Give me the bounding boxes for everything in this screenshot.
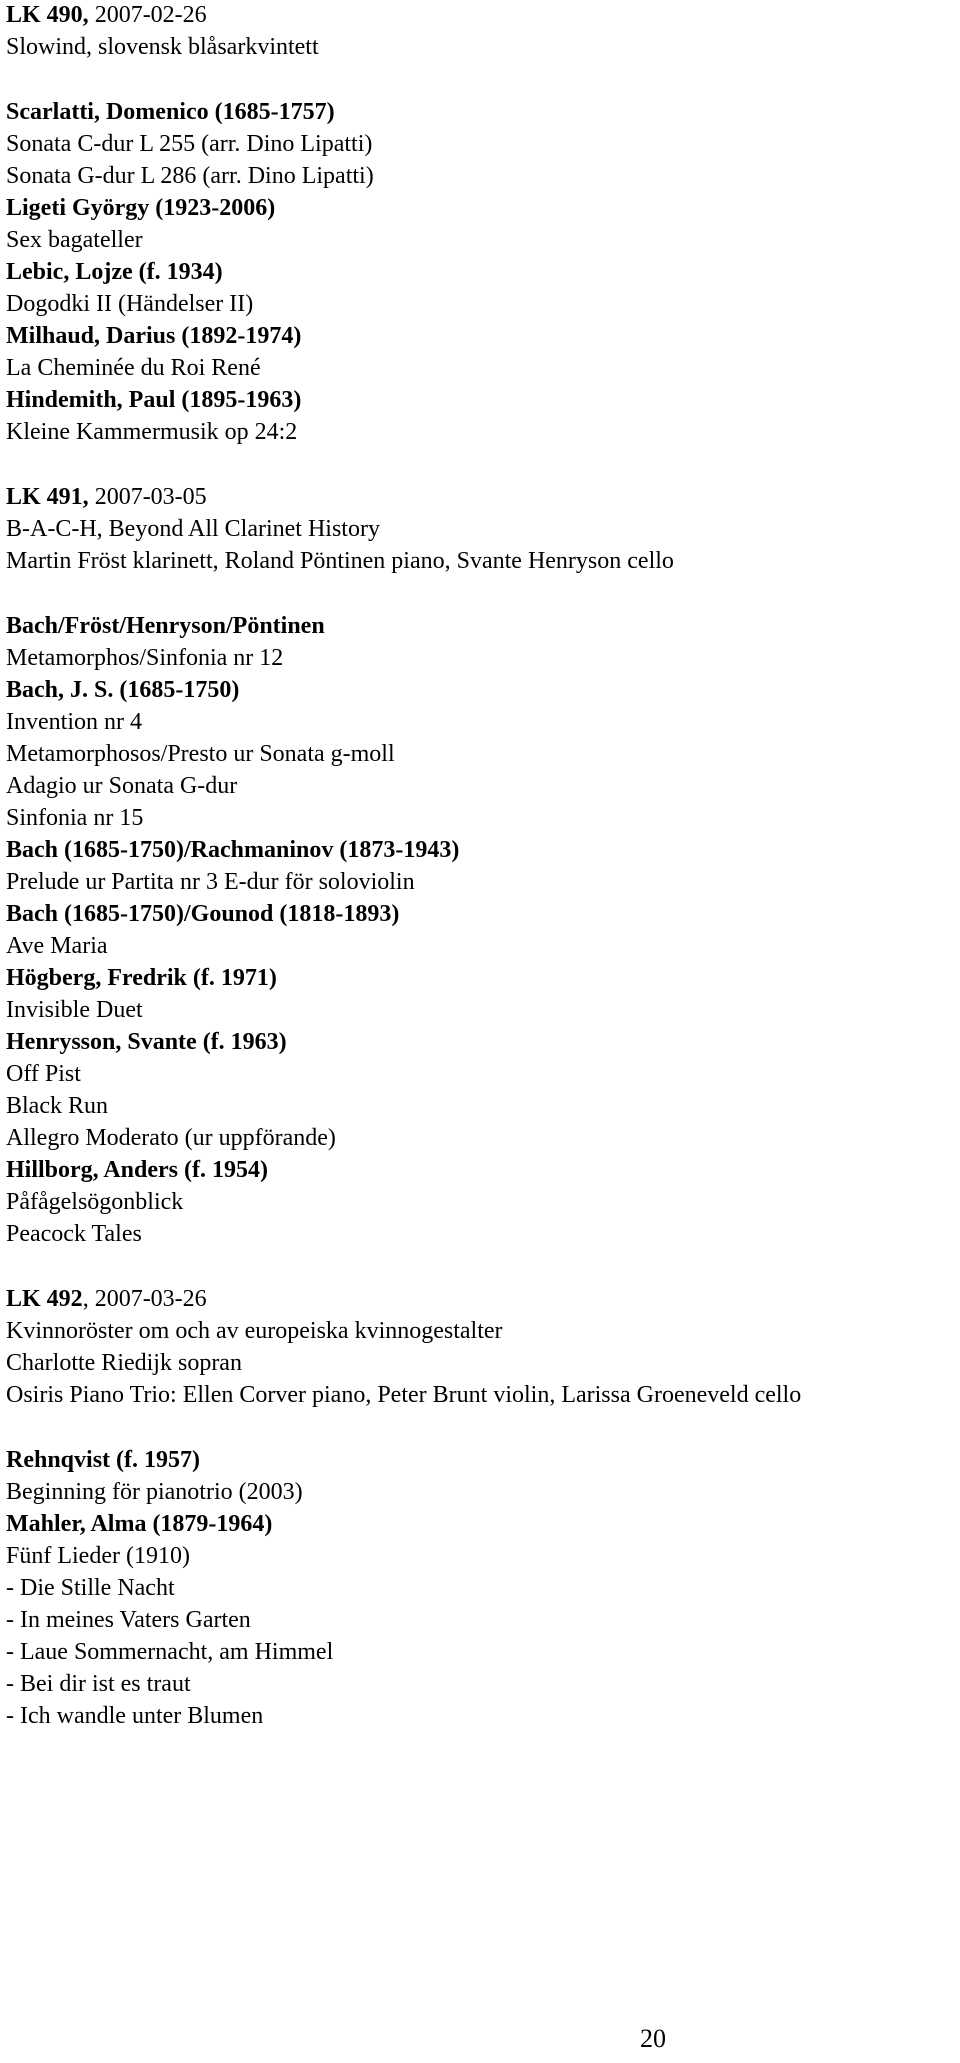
song-item: - In meines Vaters Garten: [6, 1607, 251, 1633]
composer-name: Scarlatti, Domenico (1685-1757): [6, 99, 335, 125]
work-title: Dogodki II (Händelser II): [6, 291, 254, 317]
song-item: - Bei dir ist es traut: [6, 1671, 191, 1697]
work-title: La Cheminée du Roi René: [6, 355, 261, 381]
work-title: Metamorphos/Sinfonia nr 12: [6, 645, 284, 671]
concert-heading: [6, 1284, 207, 1314]
work-title: Sonata G-dur L 286 (arr. Dino Lipatti): [6, 163, 374, 189]
song-item: - Laue Sommernacht, am Himmel: [6, 1639, 334, 1665]
composer-name: Bach (1685-1750)/Rachmaninov (1873-1943): [6, 837, 460, 863]
work-title: Invention nr 4: [6, 709, 142, 735]
work-title: Sonata C-dur L 255 (arr. Dino Lipatti): [6, 131, 373, 157]
composer-name: Högberg, Fredrik (f. 1971): [6, 965, 277, 991]
composer-name: Hindemith, Paul (1895-1963): [6, 387, 302, 413]
work-title: Påfågelsögonblick: [6, 1189, 184, 1215]
composer-name: Hillborg, Anders (f. 1954): [6, 1157, 268, 1183]
composer-name: Henrysson, Svante (f. 1963): [6, 1029, 287, 1055]
work-title: Sinfonia nr 15: [6, 805, 144, 831]
concert-date: 2007-02-26: [88, 2, 207, 28]
work-title: Ave Maria: [6, 933, 108, 959]
program-title: B-A-C-H, Beyond All Clarinet History: [6, 516, 380, 542]
work-title: Off Pist: [6, 1061, 81, 1087]
composer-name: Milhaud, Darius (1892-1974): [6, 323, 302, 349]
composer-name: Rehnqvist (f. 1957): [6, 1447, 201, 1473]
song-item: - Ich wandle unter Blumen: [6, 1703, 264, 1729]
work-title: Adagio ur Sonata G-dur: [6, 773, 238, 799]
composer-name: Ligeti György (1923-2006): [6, 195, 276, 221]
concert-heading: [6, 482, 207, 512]
work-title: Prelude ur Partita nr 3 E-dur för soloviolin: [6, 869, 415, 895]
performers-line: Martin Fröst klarinett, Roland Pöntinen piano, Svante Henryson cello: [6, 548, 674, 574]
performers-line: Charlotte Riedijk sopran: [6, 1350, 242, 1376]
work-title: Beginning för pianotrio (2003): [6, 1479, 303, 1505]
concert-date: , 2007-03-26: [82, 1286, 207, 1312]
composer-name: Bach, J. S. (1685-1750): [6, 677, 240, 703]
concert-id: LK 490,: [6, 2, 89, 28]
composer-name: Bach/Fröst/Henryson/Pöntinen: [6, 613, 325, 639]
concert-id: LK 491,: [6, 484, 89, 510]
concert-id: LK 492: [6, 1286, 83, 1312]
program-title: Kvinnoröster om och av europeiska kvinnogestalter: [6, 1318, 503, 1344]
page-number: 20: [640, 2024, 666, 2053]
ensemble-line: Slowind, slovensk blåsarkvintett: [6, 34, 319, 60]
concert-heading: [6, 0, 207, 30]
song-item: - Die Stille Nacht: [6, 1575, 175, 1601]
composer-name: Bach (1685-1750)/Gounod (1818-1893): [6, 901, 400, 927]
work-title: Peacock Tales: [6, 1221, 142, 1247]
work-title: Invisible Duet: [6, 997, 143, 1023]
work-title: Fünf Lieder (1910): [6, 1543, 190, 1569]
composer-name: Lebic, Lojze (f. 1934): [6, 259, 223, 285]
work-title: Black Run: [6, 1093, 108, 1119]
work-title: Sex bagateller: [6, 227, 143, 253]
work-title: Allegro Moderato (ur uppförande): [6, 1125, 336, 1151]
composer-name: Mahler, Alma (1879-1964): [6, 1511, 273, 1537]
performers-line: Osiris Piano Trio: Ellen Corver piano, Peter Brunt violin, Larissa Groeneveld cello: [6, 1382, 802, 1408]
work-title: Kleine Kammermusik op 24:2: [6, 419, 298, 445]
concert-date: 2007-03-05: [88, 484, 207, 510]
work-title: Metamorphosos/Presto ur Sonata g-moll: [6, 741, 395, 767]
